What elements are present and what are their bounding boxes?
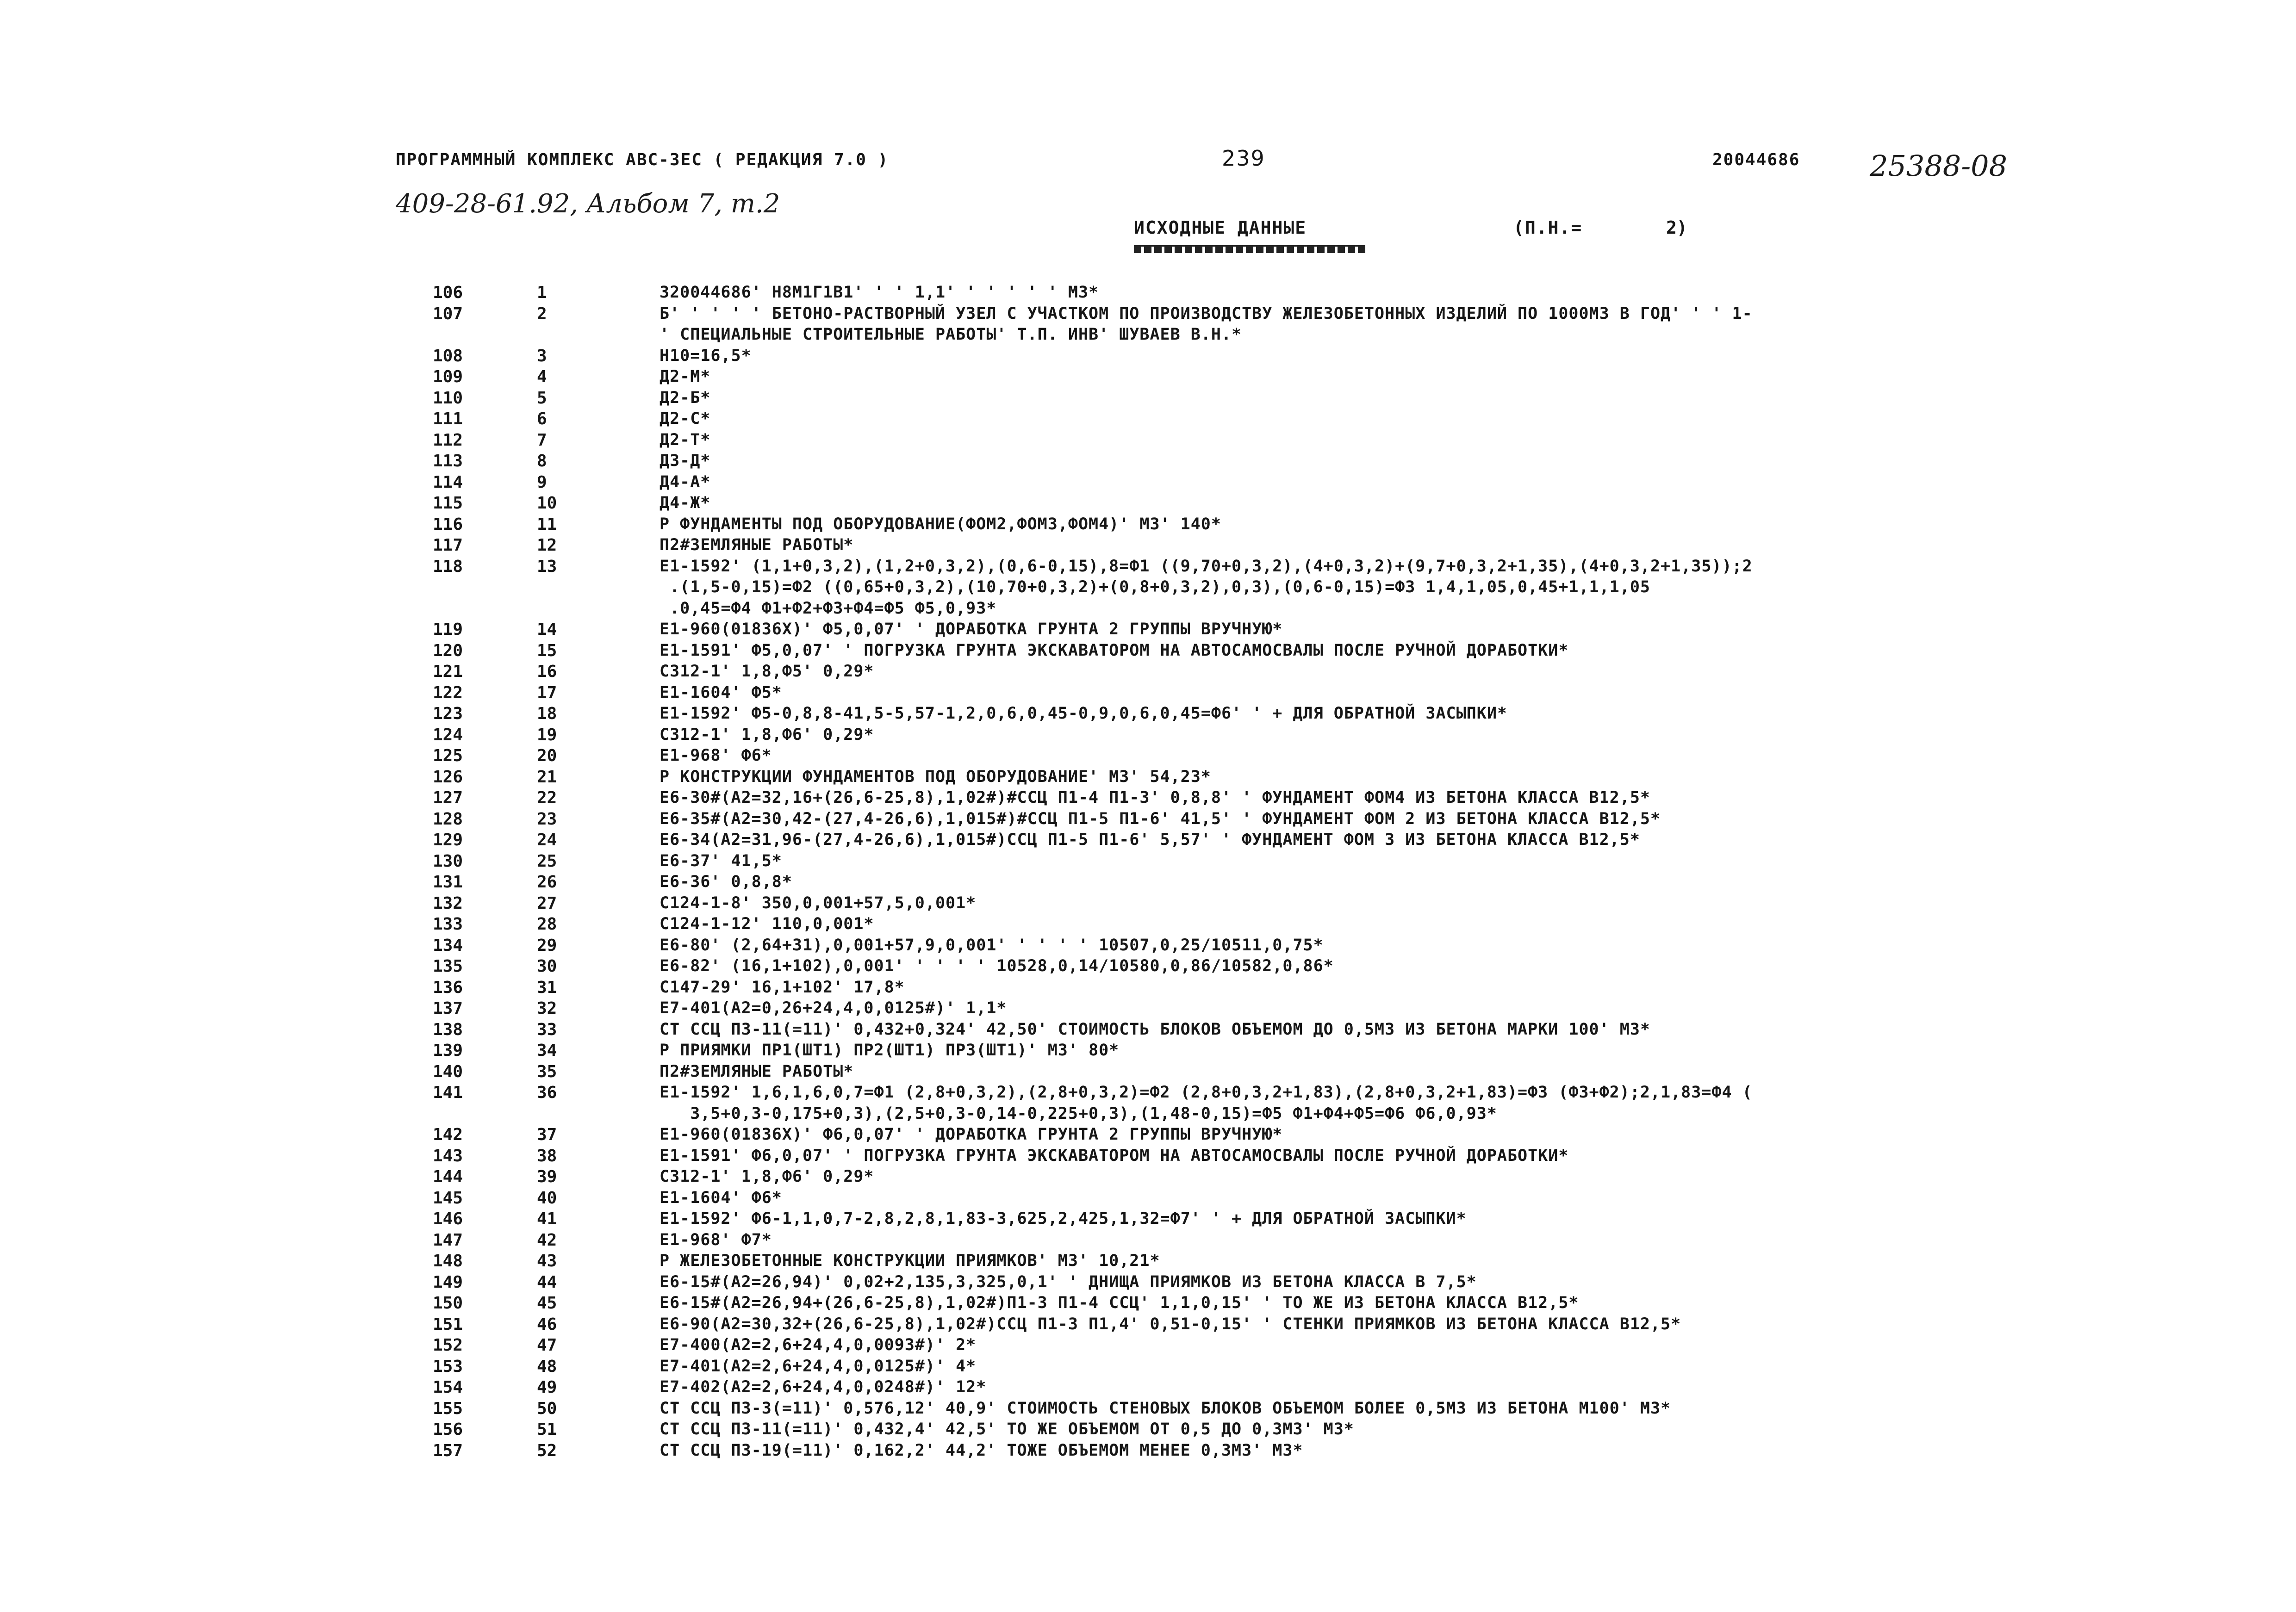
listing-row <box>0 873 2296 894</box>
statement-text: Е1-1592' (1,1+0,3,2),(1,2+0,3,2),(0,6-0,15),8=Ф1 ((9,70+0,3,2),(4+0,3,2)+(9,7+0,3,2+1,35),(4+0,3,2+1,35));2 <box>660 557 1753 576</box>
line-number: 141 <box>433 1083 463 1102</box>
line-number: 110 <box>433 388 463 408</box>
statement-text: Д2-С* <box>660 409 711 428</box>
statement-number: 8 <box>537 452 547 471</box>
statement-number: 25 <box>537 851 557 871</box>
statement-text: Н10=16,5* <box>660 346 752 365</box>
listing-row <box>0 1167 2296 1189</box>
listing-row <box>0 746 2296 768</box>
statement-text: С312-1' 1,8,Ф6' 0,29* <box>660 1167 874 1186</box>
line-number: 152 <box>433 1336 463 1355</box>
statement-number: 22 <box>537 788 557 807</box>
statement-text: Е6-34(А2=31,96-(27,4-26,6),1,015#)ССЦ П1-5 П1-6' 5,57' ' ФУНДАМЕНТ ФОМ 3 ИЗ БЕТОНА КЛАССА В12,5* <box>660 831 1640 849</box>
line-number: 135 <box>433 957 463 976</box>
line-number: 136 <box>433 978 463 997</box>
line-number: 139 <box>433 1041 463 1060</box>
listing-row <box>0 1041 2296 1062</box>
statement-number: 11 <box>537 515 557 534</box>
line-number: 111 <box>433 409 463 428</box>
line-number: 138 <box>433 1020 463 1039</box>
line-number: 131 <box>433 873 463 892</box>
statement-number: 7 <box>537 430 547 450</box>
statement-text: Е7-402(А2=2,6+24,4,0,0248#)' 12* <box>660 1378 987 1396</box>
statement-text: Е7-401(А2=2,6+24,4,0,0125#)' 4* <box>660 1357 977 1376</box>
listing-row <box>0 389 2296 410</box>
statement-number: 37 <box>537 1125 557 1144</box>
line-number: 106 <box>433 283 463 302</box>
line-number: 120 <box>433 641 463 660</box>
listing-row <box>0 1378 2296 1399</box>
listing-row <box>0 683 2296 705</box>
statement-number: 31 <box>537 978 557 997</box>
line-number: 132 <box>433 893 463 913</box>
listing-row <box>0 431 2296 452</box>
line-number: 128 <box>433 809 463 829</box>
line-number: 119 <box>433 620 463 639</box>
listing-row <box>0 831 2296 852</box>
statement-text: Е1-1592' Ф5-0,8,8-41,5-5,57-1,2,0,6,0,45-0,9,0,6,0,45=Ф6' ' + ДЛЯ ОБРАТНОЙ ЗАСЫПКИ* <box>660 704 1507 723</box>
statement-number: 18 <box>537 704 557 723</box>
statement-text: Е6-90(А2=30,32+(26,6-25,8),1,02#)ССЦ П1-3 П1,4' 0,51-0,15' ' СТЕНКИ ПРИЯМКОВ ИЗ БЕТОНА КЛАССА В12,5* <box>660 1314 1681 1333</box>
statement-number: 41 <box>537 1209 557 1228</box>
listing-row <box>0 1441 2296 1463</box>
line-number: 116 <box>433 515 463 534</box>
statement-text: Е6-37' 41,5* <box>660 851 782 870</box>
line-number: 140 <box>433 1062 463 1081</box>
statement-number: 38 <box>537 1146 557 1166</box>
statement-number: 10 <box>537 494 557 513</box>
line-number: 154 <box>433 1378 463 1397</box>
listing-row <box>0 999 2296 1020</box>
statement-text: Д3-Д* <box>660 452 711 470</box>
statement-text: Е1-968' Ф7* <box>660 1230 772 1249</box>
listing-row <box>0 1020 2296 1042</box>
statement-number: 50 <box>537 1399 557 1418</box>
listing-row <box>0 473 2296 494</box>
line-number: 150 <box>433 1294 463 1313</box>
listing-row <box>0 1125 2296 1147</box>
line-number: 146 <box>433 1209 463 1228</box>
statement-number: 40 <box>537 1188 557 1208</box>
line-number: 125 <box>433 746 463 765</box>
line-number: 127 <box>433 788 463 807</box>
statement-number: 30 <box>537 957 557 976</box>
statement-text: Б' ' ' ' ' БЕТОНО-РАСТВОРНЫЙ УЗЕЛ С УЧАСТКОМ ПО ПРОИЗВОДСТВУ ЖЕЛЕЗОБЕТОННЫХ ИЗДЕЛИЙ ПО 1000М3 В ГОД' ' ' 1- <box>660 304 1753 323</box>
handwritten-number: 25388-08 <box>1870 149 2008 183</box>
statement-text: Д2-Б* <box>660 388 711 407</box>
statement-text: Е7-401(А2=0,26+24,4,0,0125#)' 1,1* <box>660 999 1007 1017</box>
statement-text: Е1-960(01836Х)' Ф5,0,07' ' ДОРАБОТКА ГРУНТА 2 ГРУППЫ ВРУЧНУЮ* <box>660 620 1283 639</box>
listing-row <box>0 304 2296 326</box>
statement-number: 5 <box>537 388 547 408</box>
listing-row <box>0 788 2296 810</box>
listing-row <box>0 852 2296 873</box>
statement-number: 17 <box>537 683 557 702</box>
listing-row <box>0 599 2296 620</box>
statement-number: 3 <box>537 346 547 366</box>
listing-row <box>0 810 2296 831</box>
listing-row <box>0 1189 2296 1210</box>
statement-number: 24 <box>537 831 557 849</box>
statement-number: 34 <box>537 1041 557 1060</box>
listing-row <box>0 283 2296 304</box>
statement-number: 44 <box>537 1272 557 1292</box>
listing-row <box>0 347 2296 368</box>
listing-row <box>0 1252 2296 1273</box>
statement-number: 19 <box>537 725 557 744</box>
program-header: ПРОГРАММНЫЙ КОМПЛЕКС АВС-ЗЕС ( РЕДАКЦИЯ 7.0 ) <box>396 150 889 169</box>
line-number: 155 <box>433 1399 463 1418</box>
statement-number: 20 <box>537 746 557 765</box>
line-number: 129 <box>433 831 463 849</box>
statement-number: 6 <box>537 409 547 428</box>
statement-text: Е7-400(А2=2,6+24,4,0,0093#)' 2* <box>660 1336 977 1354</box>
statement-number: 13 <box>537 557 557 576</box>
statement-number: 12 <box>537 536 557 555</box>
statement-text: Е1-1592' Ф6-1,1,0,7-2,8,2,8,1,83-3,625,2,425,1,32=Ф7' ' + ДЛЯ ОБРАТНОЙ ЗАСЫПКИ* <box>660 1209 1467 1228</box>
listing-row <box>0 367 2296 389</box>
statement-text: Е6-36' 0,8,8* <box>660 873 792 891</box>
listing-row <box>0 957 2296 978</box>
statement-number: 21 <box>537 767 557 787</box>
statement-number: 23 <box>537 809 557 829</box>
line-number: 118 <box>433 557 463 576</box>
statement-text: ' СПЕЦИАЛЬНЫЕ СТРОИТЕЛЬНЫЕ РАБОТЫ' Т.П. ИНВ' ШУВАЕВ В.Н.* <box>660 325 1242 344</box>
line-number: 144 <box>433 1167 463 1186</box>
page-number: 239 <box>1222 146 1265 171</box>
statement-number: 26 <box>537 873 557 892</box>
listing-row <box>0 1062 2296 1084</box>
statement-text: Е6-15#(А2=26,94+(26,6-25,8),1,02#)П1-3 П1-4 ССЦ' 1,1,0,15' ' ТО ЖЕ ИЗ БЕТОНА КЛАССА В12,5* <box>660 1294 1579 1312</box>
listing-row <box>0 325 2296 347</box>
listing-row <box>0 1315 2296 1336</box>
line-number: 145 <box>433 1188 463 1208</box>
line-number: 107 <box>433 304 463 323</box>
statement-text: Е1-1591' Ф6,0,07' ' ПОГРУЗКА ГРУНТА ЭКСКАВАТОРОМ НА АВТОСАМОСВАЛЫ ПОСЛЕ РУЧНОЙ ДОРАБОТКИ* <box>660 1146 1569 1165</box>
listing-row <box>0 1357 2296 1378</box>
statement-number: 52 <box>537 1441 557 1460</box>
statement-text: 320044686' Н8М1Г1В1' ' ' 1,1' ' ' ' ' ' М3* <box>660 283 1099 302</box>
listing-row <box>0 1399 2296 1420</box>
listing-row <box>0 1209 2296 1231</box>
statement-number: 46 <box>537 1314 557 1334</box>
listing-row <box>0 536 2296 557</box>
statement-number: 36 <box>537 1083 557 1102</box>
line-number: 109 <box>433 367 463 386</box>
statement-number: 49 <box>537 1378 557 1397</box>
listing-row <box>0 557 2296 578</box>
line-number: 142 <box>433 1125 463 1144</box>
line-number: 151 <box>433 1314 463 1334</box>
listing-row <box>0 1231 2296 1252</box>
statement-text: .0,45=Ф4 Ф1+Ф2+Ф3+Ф4=Ф5 Ф5,0,93* <box>660 599 997 618</box>
line-number: 148 <box>433 1252 463 1271</box>
statement-number: 35 <box>537 1062 557 1081</box>
statement-text: С124-1-12' 110,0,001* <box>660 915 874 933</box>
line-number: 149 <box>433 1272 463 1292</box>
statement-number: 42 <box>537 1230 557 1250</box>
listing-row <box>0 452 2296 473</box>
statement-text: Е1-1604' Ф6* <box>660 1188 782 1207</box>
statement-text: СТ ССЦ П3-3(=11)' 0,576,12' 40,9' СТОИМОСТЬ СТЕНОВЫХ БЛОКОВ ОБЪЕМОМ БОЛЕЕ 0,5М3 ИЗ БЕТОНА М100' М3* <box>660 1399 1671 1418</box>
handwritten-album-note: 409-28-61.92, Альбом 7, т.2 <box>396 189 780 219</box>
listing-row <box>0 1294 2296 1315</box>
listing-row <box>0 1420 2296 1441</box>
line-number: 133 <box>433 915 463 934</box>
line-number: 147 <box>433 1230 463 1250</box>
section-title: ИСХОДНЫЕ ДАННЫЕ <box>1134 217 1307 238</box>
statement-text: Е6-82' (16,1+102),0,001' ' ' ' ' 10528,0,14/10580,0,86/10582,0,86* <box>660 957 1334 975</box>
statement-text: С312-1' 1,8,Ф6' 0,29* <box>660 725 874 744</box>
statement-text: Е1-1592' 1,6,1,6,0,7=Ф1 (2,8+0,3,2),(2,8+0,3,2)=Ф2 (2,8+0,3,2+1,83),(2,8+0,3,2+1,83)=Ф3 (Ф3+Ф2);2,1,83=Ф4 ( <box>660 1083 1753 1102</box>
line-number: 117 <box>433 536 463 555</box>
statement-number: 39 <box>537 1167 557 1186</box>
listing-row <box>0 620 2296 641</box>
listing-row <box>0 1273 2296 1294</box>
title-underline <box>1134 245 1365 253</box>
statement-text: Д2-М* <box>660 367 711 386</box>
line-number: 108 <box>433 346 463 366</box>
listing-row <box>0 578 2296 599</box>
listing-row <box>0 704 2296 725</box>
statement-number: 2 <box>537 304 547 323</box>
line-number: 114 <box>433 472 463 492</box>
statement-number: 4 <box>537 367 547 386</box>
listing-row <box>0 768 2296 789</box>
statement-text: Д4-А* <box>660 472 711 491</box>
statement-text: Е1-968' Ф6* <box>660 746 772 765</box>
statement-text: Р ФУНДАМЕНТЫ ПОД ОБОРУДОВАНИЕ(ФОМ2,ФОМ3,ФОМ4)' М3' 140* <box>660 515 1221 533</box>
listing-row <box>0 641 2296 663</box>
statement-number: 43 <box>537 1252 557 1271</box>
listing-row <box>0 936 2296 957</box>
statement-number: 14 <box>537 620 557 639</box>
statement-number: 16 <box>537 662 557 681</box>
line-number: 113 <box>433 452 463 471</box>
listing-row <box>0 978 2296 999</box>
listing-row <box>0 1147 2296 1168</box>
statement-text: Д2-Т* <box>660 430 711 449</box>
line-number: 123 <box>433 704 463 723</box>
listing-row <box>0 494 2296 515</box>
statement-text: С312-1' 1,8,Ф5' 0,29* <box>660 662 874 681</box>
statement-text: Р ПРИЯМКИ ПР1(ШТ1) ПР2(ШТ1) ПР3(ШТ1)' М3' 80* <box>660 1041 1120 1060</box>
statement-text: Е6-35#(А2=30,42-(27,4-26,6),1,015#)#ССЦ П1-5 П1-6' 41,5' ' ФУНДАМЕНТ ФОМ 2 ИЗ БЕТОНА КЛАССА В12,5* <box>660 809 1661 828</box>
statement-number: 48 <box>537 1357 557 1376</box>
listing-row <box>0 1336 2296 1357</box>
statement-text: .(1,5-0,15)=Ф2 ((0,65+0,3,2),(10,70+0,3,2)+(0,8+0,3,2),0,3),(0,6-0,15)=Ф3 1,4,1,05,0,45+1,1,1,05 <box>660 578 1650 596</box>
listing-row <box>0 915 2296 936</box>
line-number: 153 <box>433 1357 463 1376</box>
statement-text: Е6-80' (2,64+31),0,001+57,9,0,001' ' ' ' ' 10507,0,25/10511,0,75* <box>660 936 1324 955</box>
document-code: 20044686 <box>1712 150 1800 169</box>
statement-text: Д4-Ж* <box>660 494 711 512</box>
listing-row <box>0 409 2296 431</box>
statement-text: С124-1-8' 350,0,001+57,5,0,001* <box>660 893 977 912</box>
statement-text: П2#ЗЕМЛЯНЫЕ РАБОТЫ* <box>660 536 854 554</box>
line-number: 121 <box>433 662 463 681</box>
line-number: 130 <box>433 851 463 871</box>
line-number: 156 <box>433 1420 463 1439</box>
line-number: 143 <box>433 1146 463 1166</box>
line-number: 122 <box>433 683 463 702</box>
statement-text: СТ ССЦ П3-11(=11)' 0,432+0,324' 42,50' СТОИМОСТЬ БЛОКОВ ОБЪЕМОМ ДО 0,5М3 ИЗ БЕТОНА МАРКИ 100' М3* <box>660 1020 1650 1039</box>
statement-number: 51 <box>537 1420 557 1439</box>
listing-row <box>0 1104 2296 1126</box>
statement-text: С147-29' 16,1+102' 17,8* <box>660 978 905 997</box>
statement-number: 32 <box>537 999 557 1018</box>
statement-text: Е6-15#(А2=26,94)' 0,02+2,135,3,325,0,1' ' ДНИЩА ПРИЯМКОВ ИЗ БЕТОНА КЛАССА В 7,5* <box>660 1272 1477 1291</box>
statement-text: СТ ССЦ П3-11(=11)' 0,432,4' 42,5' ТО ЖЕ ОБЪЕМОМ ОТ 0,5 ДО 0,3М3' М3* <box>660 1420 1354 1438</box>
data-listing <box>0 283 2296 1462</box>
listing-row <box>0 662 2296 683</box>
line-number: 124 <box>433 725 463 744</box>
listing-row <box>0 515 2296 536</box>
statement-number: 45 <box>537 1294 557 1313</box>
statement-number: 1 <box>537 283 547 302</box>
listing-row <box>0 1083 2296 1104</box>
statement-number: 15 <box>537 641 557 660</box>
statement-number: 27 <box>537 893 557 913</box>
statement-number: 33 <box>537 1020 557 1039</box>
statement-text: П2#ЗЕМЛЯНЫЕ РАБОТЫ* <box>660 1062 854 1081</box>
statement-text: Е1-960(01836Х)' Ф6,0,07' ' ДОРАБОТКА ГРУНТА 2 ГРУППЫ ВРУЧНУЮ* <box>660 1125 1283 1144</box>
line-number: 157 <box>433 1441 463 1460</box>
line-number: 112 <box>433 430 463 450</box>
statement-number: 29 <box>537 936 557 955</box>
statement-text: СТ ССЦ П3-19(=11)' 0,162,2' 44,2' ТОЖЕ ОБЪЕМОМ МЕНЕЕ 0,3М3' М3* <box>660 1441 1303 1460</box>
statement-number: 47 <box>537 1336 557 1355</box>
statement-text: Е1-1604' Ф5* <box>660 683 782 702</box>
statement-text: Е1-1591' Ф5,0,07' ' ПОГРУЗКА ГРУНТА ЭКСКАВАТОРОМ НА АВТОСАМОСВАЛЫ ПОСЛЕ РУЧНОЙ ДОРАБОТКИ* <box>660 641 1569 660</box>
statement-text: Е6-30#(А2=32,16+(26,6-25,8),1,02#)#ССЦ П1-4 П1-3' 0,8,8' ' ФУНДАМЕНТ ФОМ4 ИЗ БЕТОНА КЛАССА В12,5* <box>660 788 1650 807</box>
statement-number: 9 <box>537 472 547 492</box>
line-number: 137 <box>433 999 463 1018</box>
statement-text: 3,5+0,3-0,175+0,3),(2,5+0,3-0,14-0,225+0,3),(1,48-0,15)=Ф5 Ф1+Ф4+Ф5=Ф6 Ф6,0,93* <box>660 1104 1497 1123</box>
line-number: 134 <box>433 936 463 955</box>
statement-number: 28 <box>537 915 557 934</box>
pn-value: 2) <box>1666 217 1687 238</box>
line-number: 115 <box>433 494 463 513</box>
listing-row <box>0 894 2296 915</box>
line-number: 126 <box>433 767 463 787</box>
pn-label: (П.Н.= <box>1513 217 1583 238</box>
statement-text: Р КОНСТРУКЦИИ ФУНДАМЕНТОВ ПОД ОБОРУДОВАНИЕ' М3' 54,23* <box>660 767 1211 786</box>
statement-text: Р ЖЕЛЕЗОБЕТОННЫЕ КОНСТРУКЦИИ ПРИЯМКОВ' М3' 10,21* <box>660 1252 1160 1270</box>
listing-row <box>0 725 2296 747</box>
